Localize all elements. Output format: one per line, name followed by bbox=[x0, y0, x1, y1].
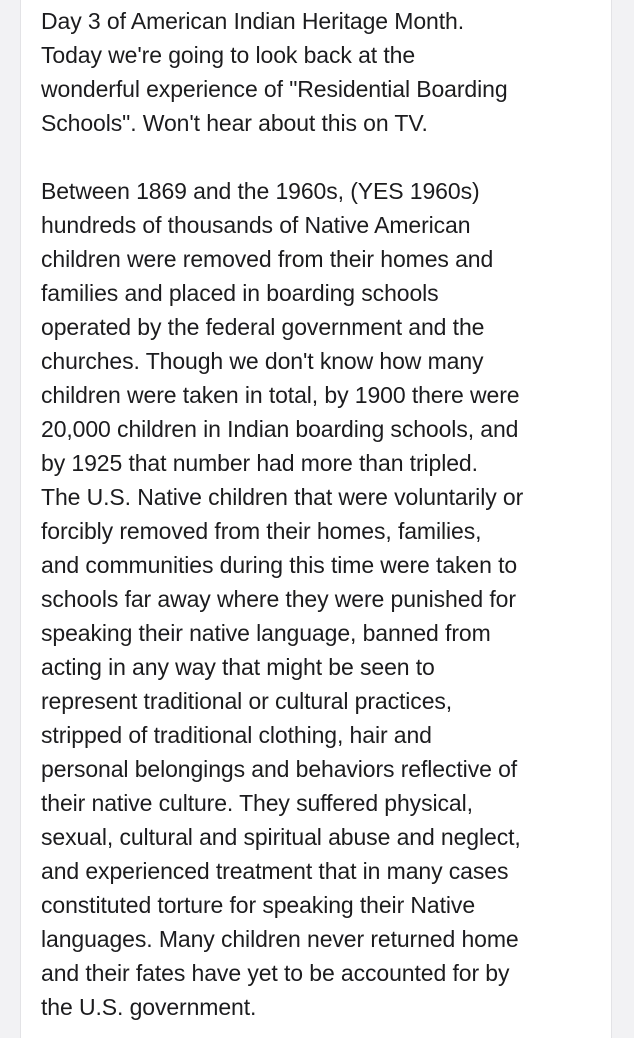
text-line: Today we're going to look back at the bbox=[41, 42, 416, 68]
paragraph-2 bbox=[41, 174, 601, 1024]
text-line: Schools". Won't hear about this on TV. bbox=[41, 110, 428, 136]
text-line: the U.S. government. bbox=[41, 994, 257, 1020]
text-line: hundreds of thousands of Native American bbox=[41, 212, 471, 238]
text-line: Between 1869 and the 1960s, (YES 1960s) bbox=[41, 178, 480, 204]
text-line: children were taken in total, by 1900 there were bbox=[41, 382, 520, 408]
text-line: operated by the federal government and the bbox=[41, 314, 485, 340]
text-line: The U.S. Native children that were voluntarily or bbox=[41, 484, 524, 510]
text-line: stripped of traditional clothing, hair and bbox=[41, 722, 432, 748]
text-line: schools far away where they were punished for bbox=[41, 586, 516, 612]
post-card bbox=[20, 0, 612, 1038]
text-line: their native culture. They suffered physical, bbox=[41, 790, 473, 816]
text-line: forcibly removed from their homes, families, bbox=[41, 518, 482, 544]
paragraph-spacer bbox=[41, 140, 601, 174]
text-line: and experienced treatment that in many cases bbox=[41, 858, 509, 884]
text-line: personal belongings and behaviors reflective of bbox=[41, 756, 518, 782]
text-line: speaking their native language, banned from bbox=[41, 620, 491, 646]
paragraph-1 bbox=[41, 4, 601, 140]
text-line: Day 3 of American Indian Heritage Month. bbox=[41, 8, 465, 34]
text-line: and their fates have yet to be accounted for by bbox=[41, 960, 510, 986]
text-line: families and placed in boarding schools bbox=[41, 280, 439, 306]
text-line: constituted torture for speaking their Native bbox=[41, 892, 476, 918]
text-line: by 1925 that number had more than tripled. bbox=[41, 450, 478, 476]
text-line: languages. Many children never returned home bbox=[41, 926, 519, 952]
post-body bbox=[41, 4, 601, 1024]
text-line: 20,000 children in Indian boarding schools, and bbox=[41, 416, 519, 442]
text-line: wonderful experience of "Residential Boarding bbox=[41, 76, 508, 102]
text-line: sexual, cultural and spiritual abuse and neglect, bbox=[41, 824, 521, 850]
text-line: represent traditional or cultural practices, bbox=[41, 688, 453, 714]
text-line: acting in any way that might be seen to bbox=[41, 654, 435, 680]
text-line: children were removed from their homes and bbox=[41, 246, 494, 272]
text-line: churches. Though we don't know how many bbox=[41, 348, 484, 374]
text-line: and communities during this time were taken to bbox=[41, 552, 518, 578]
